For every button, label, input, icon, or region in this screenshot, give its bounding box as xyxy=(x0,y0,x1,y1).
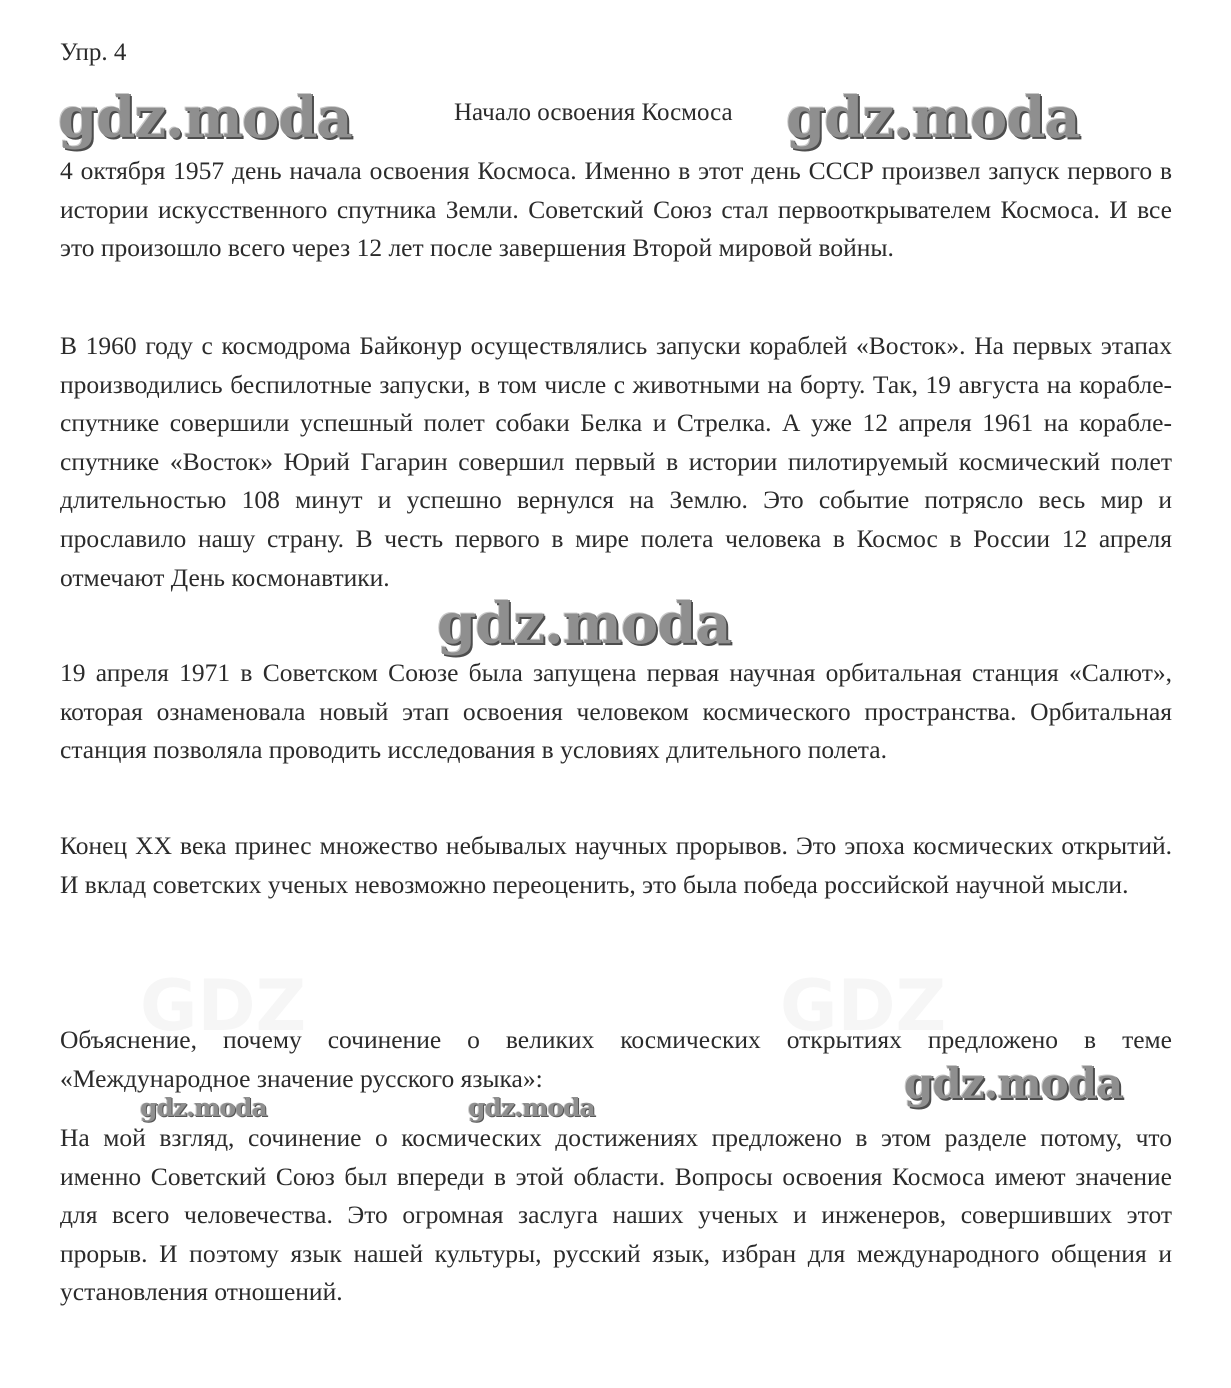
watermark-logo: gdz.moda xyxy=(904,1059,1123,1108)
document-title: Начало освоения Космоса xyxy=(454,99,733,126)
background-watermark: GDZ xyxy=(140,965,307,1047)
watermark-logo: gdz.moda xyxy=(58,85,352,151)
paragraph-1: 4 октября 1957 день начала освоения Космоса. Именно в этот день СССР произвел запуск первого в истории искусственного спутника Земли. Советский Союз стал первооткрывателем Космоса. И все это произошло всего через 12 лет после завершения Второй мировой войны. xyxy=(60,156,1172,263)
watermark-logo: gdz.moda xyxy=(786,85,1080,151)
exercise-label: Упр. 4 xyxy=(60,39,127,66)
paragraph-2: В 1960 году с космодрома Байконур осуществлялись запуски кораблей «Восток». На первых этапах производились беспилотные запуски, в том числе с животными на борту. Так, 19 августа на корабле-спутнике совершили успешный полет собаки Белка и Стрелка. А уже 12 апреля 1961 на корабле-спутнике «Восток» Юрий Гагарин совершил первый в истории пилотируемый космический полет длительностью 108 минут и успешно вернулся на Землю. Это событие потрясло весь мир и прославило нашу страну. В честь первого в мире полета человека в Космос в России 12 апреля отмечают День космонавтики. xyxy=(60,331,1172,592)
explanation-paragraph: На мой взгляд, сочинение о космических достижениях предложено в этом разделе потому, что именно Советский Союз был впереди в этой области. Вопросы освоения Космоса имеют значение для всего человечества. Это огромная заслуга наших ученых и инженеров, совершивших этот прорыв. И поэтому язык нашей культуры, русский язык, избран для международного общения и установления отношений. xyxy=(60,1123,1172,1307)
background-watermark: GDZ xyxy=(780,965,947,1047)
watermark-logo: gdz.moda xyxy=(468,1093,595,1122)
paragraph-4: Конец XX века принес множество небывалых научных прорывов. Это эпоха космических открытий. И вклад советских ученых невозможно переоценить, это была победа российской научной мысли. xyxy=(60,831,1172,899)
explanation-heading: Объяснение, почему сочинение о великих космических открытиях предложено в теме «Международное значение русского языка»: xyxy=(60,1025,1172,1093)
watermark-logo: gdz.moda xyxy=(437,591,731,657)
watermark-logo: gdz.moda xyxy=(140,1093,267,1122)
paragraph-3: 19 апреля 1971 в Советском Союзе была запущена первая научная орбитальная станция «Салют», которая ознаменовала новый этап освоения человеком космического пространства. Орбитальная станция позволяла проводить исследования в условиях длительного полета. xyxy=(60,658,1172,765)
